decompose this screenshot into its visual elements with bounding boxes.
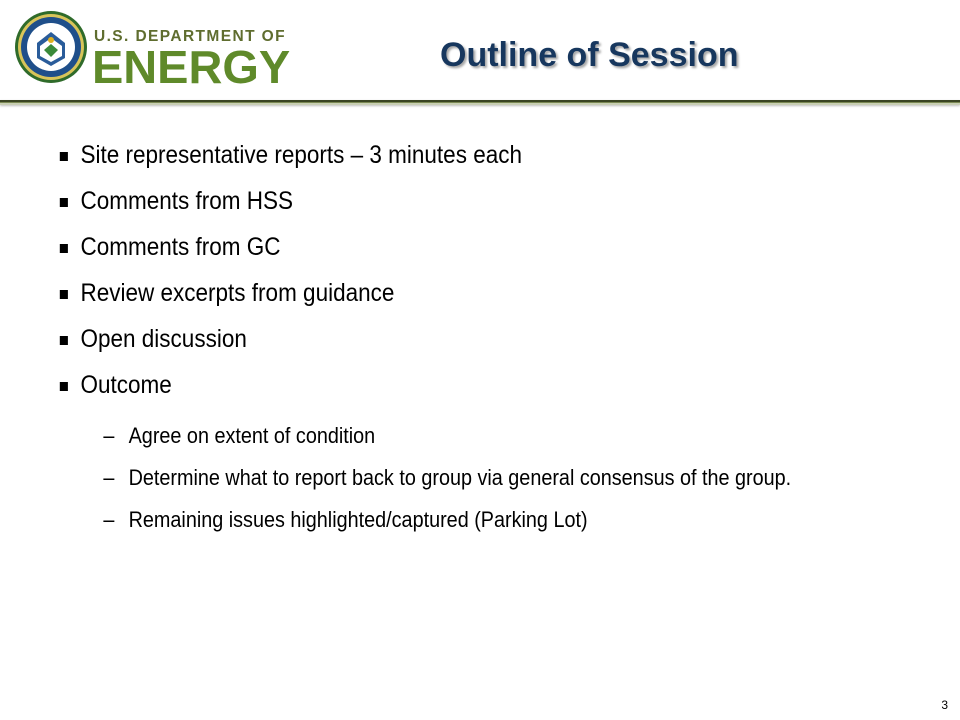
logo-energy-text: ENERGY (92, 41, 291, 93)
square-bullet-icon (60, 152, 68, 161)
bullet-list (58, 140, 918, 416)
bullet-item (58, 140, 832, 171)
bullet-text: Site representative reports – 3 minutes each (80, 141, 522, 169)
bullet-text: Comments from GC (80, 233, 281, 261)
page-number: 3 (941, 698, 948, 712)
dash-marker: – (103, 507, 115, 532)
bullet-text: Outcome (80, 371, 172, 399)
square-bullet-icon (60, 290, 68, 299)
sub-bullet-text: Remaining issues highlighted/captured (Parking Lot) (128, 507, 588, 532)
square-bullet-icon (60, 244, 68, 253)
bullet-item (58, 186, 832, 217)
bullet-item (58, 370, 832, 401)
doe-seal-icon (14, 10, 88, 84)
bullet-item (58, 278, 832, 309)
sub-bullet-text: Agree on extent of condition (128, 423, 376, 448)
square-bullet-icon (60, 382, 68, 391)
bullet-text: Open discussion (80, 325, 247, 353)
sub-bullet-text: Determine what to report back to group via general consensus of the group. (128, 465, 792, 490)
sub-bullet-item (103, 420, 894, 452)
slide-title: Outline of Session (440, 36, 739, 74)
logo-department-text: U.S. DEPARTMENT OF (94, 28, 286, 45)
square-bullet-icon (60, 336, 68, 345)
dash-marker: – (103, 465, 115, 490)
bullet-item (58, 232, 832, 263)
sub-bullet-list (103, 420, 906, 546)
bullet-item (58, 324, 832, 355)
square-bullet-icon (60, 198, 68, 207)
header-divider (0, 100, 960, 105)
bullet-text: Review excerpts from guidance (80, 279, 395, 307)
sub-bullet-item (103, 462, 894, 494)
sub-bullet-item (103, 504, 894, 536)
dash-marker: – (103, 423, 115, 448)
bullet-text: Comments from HSS (80, 187, 294, 215)
doe-logo (14, 10, 294, 93)
